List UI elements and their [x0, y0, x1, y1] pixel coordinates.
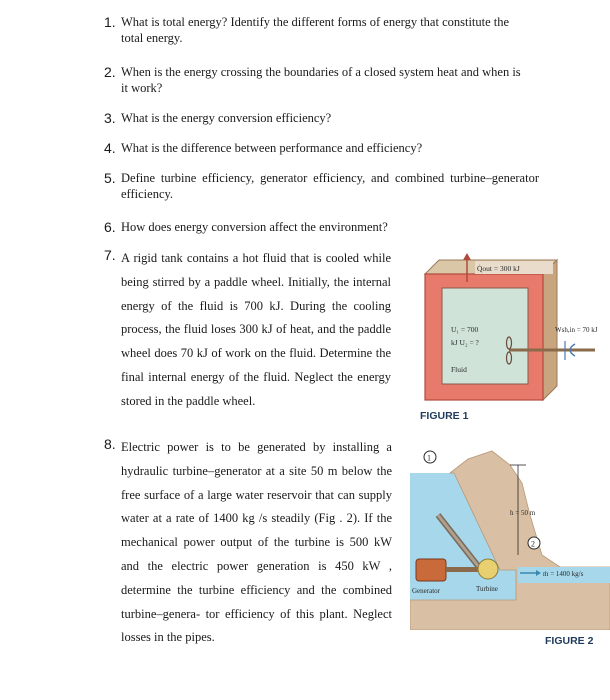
question-number: 2. — [104, 64, 116, 80]
flow-label: ṁ = 1400 kg/s — [543, 570, 584, 578]
question-number: 8. — [104, 436, 116, 452]
u1-label: U₁ = 700 — [451, 325, 479, 334]
question-number: 5. — [104, 170, 116, 186]
question-text: Electric power is to be generated by installing a hydraulic turbine–generator at a site 50 m below the free surface of a large water reservoir that can supply water at a rate of 1400 kg /s steadily (Fig . 2). If the mechanical power output of the turbine is 500 kW and the electric power generation is 450 kW , determine the turbine efficiency and the combined turbine–genera- tor efficiency of this plant. Neglect losses in the pipes. — [121, 440, 392, 645]
question-text: What is the difference between performance and efficiency? — [121, 141, 423, 155]
figure-1-label: FIGURE 1 — [420, 410, 469, 422]
question-number: 6. — [104, 219, 116, 235]
question-text: What is the energy conversion efficiency? — [121, 111, 332, 125]
question-text: A rigid tank contains a hot fluid that is cooled while being stirred by a paddle wheel. Initially, the internal energy of the fluid is 700 kJ. During the cooling process, the fluid loses 300 kJ of heat, and the paddle wheel does 70 kJ of work on the fluid. Determine the final internal energy of the fluid. Neglect the energy stored in the paddle wheel. — [121, 251, 391, 408]
point-1-label: 1 — [427, 453, 431, 463]
question-number: 3. — [104, 110, 116, 126]
turbine-label: Turbine — [476, 585, 498, 593]
u2-label: kJ U₂ = ? — [451, 338, 479, 347]
generator-shaft — [446, 567, 480, 572]
question-2 — [104, 64, 534, 98]
turbine-wheel — [478, 559, 498, 579]
point-2-label: 2 — [531, 539, 535, 549]
figure-1-diagram — [415, 252, 610, 402]
question-text: When is the energy crossing the boundaries of a closed system heat and when is it work? — [121, 65, 521, 95]
height-label: h = 50 m — [510, 509, 536, 517]
question-number: 4. — [104, 140, 116, 156]
fluid-label: Fluid — [451, 365, 467, 374]
work-in-label: Wsh,in = 70 kJ — [555, 326, 598, 334]
question-text: How does energy conversion affect the environment? — [121, 220, 388, 234]
generator-body — [416, 559, 446, 581]
question-number: 7. — [104, 247, 116, 263]
question-1 — [104, 14, 534, 48]
question-number: 1. — [104, 14, 116, 30]
heat-out-arrowhead — [463, 253, 471, 260]
figure-2-diagram — [410, 445, 610, 630]
figure-2-label: FIGURE 2 — [545, 635, 594, 647]
question-text: Define turbine efficiency, generator efficiency, and combined turbine–generator efficiency. — [121, 171, 539, 201]
question-text: What is total energy? Identify the different forms of energy that constitute the total energy. — [121, 15, 510, 45]
generator-label: Generator — [412, 587, 440, 595]
heat-out-label: Q̇out = 300 kJ — [477, 264, 520, 273]
